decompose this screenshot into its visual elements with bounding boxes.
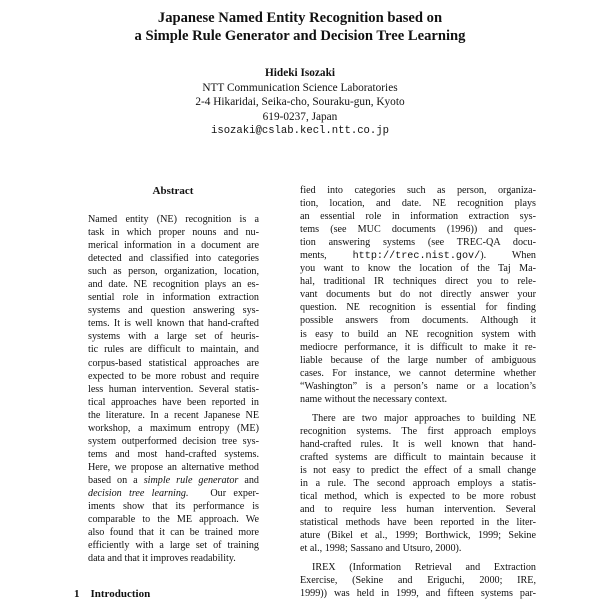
body-line: vant documents but do not directly answer your xyxy=(300,289,536,301)
abstract-line: system outperformed decision tree sys- xyxy=(88,435,259,447)
abstract-line: workshop, a maximum entropy (ME) xyxy=(88,422,259,434)
abstract-line: data and that it improves readability. xyxy=(88,553,236,565)
section-number: 1 xyxy=(74,588,80,600)
abstract-text-run: Our exper- xyxy=(210,487,259,499)
body-line: hal, traditional IR techniques direct you to rele- xyxy=(300,276,536,288)
body-line: fied into categories such as person, organiza- xyxy=(300,185,536,196)
abstract-emphasis: decision tree learning. xyxy=(88,487,189,499)
abstract-line: tems and most hand-crafted systems. xyxy=(88,448,259,460)
abstract-line: comparable to the ME approach. We xyxy=(88,514,259,526)
body-line: recognition systems. The first approach employs xyxy=(300,425,536,437)
body-line: hand-crafted rules. It is well known that hand- xyxy=(300,438,536,450)
body-line: ature (Bikel et al., 1999; Borthwick, 1999; Sekine xyxy=(300,530,536,542)
author-name: Hideki Isozaki xyxy=(265,67,335,79)
body-line-with-url xyxy=(300,249,536,262)
body-line: you want to know the location of the Taj Ma- xyxy=(300,263,536,275)
trec-url-link[interactable]: http://trec.nist.gov/ xyxy=(352,251,481,263)
author-email[interactable]: isozaki@cslab.kecl.ntt.co.jp xyxy=(210,125,389,138)
body-text-run: ments, xyxy=(300,250,327,262)
body-line: tion answering systems (see TREC-QA docu- xyxy=(300,237,536,249)
affiliation: NTT Communication Science Laboratories xyxy=(202,81,398,94)
body-text-run: ). When xyxy=(480,250,536,262)
body-line: question. NE recognition is essential for finding xyxy=(300,302,536,314)
abstract-line: sential role in information extraction xyxy=(88,292,259,304)
title-line-1: Japanese Named Entity Recognition based on xyxy=(157,10,443,26)
abstract-line: systems and question answering sys- xyxy=(88,305,259,317)
abstract-line: tic rules are difficult to maintain, and xyxy=(88,344,259,356)
abstract-line-mixed xyxy=(88,474,259,487)
abstract-line: systems with a large set of heuris- xyxy=(88,331,259,343)
body-line: 1999)) was held in 1999, and fifteen systems par- xyxy=(300,588,536,600)
abstract-text xyxy=(88,213,259,565)
body-line: tion, location, and date. NE recognition plays xyxy=(300,198,536,210)
abstract-line: such as person, organization, location, xyxy=(88,266,259,278)
body-line: statistical methods have been reported in the liter- xyxy=(300,517,536,529)
intro-body-text xyxy=(300,184,536,600)
abstract-line: tems. It is well known that hand-crafted xyxy=(88,318,259,330)
body-line: cases. For instance, we cannot determine whether xyxy=(300,367,536,379)
abstract-text-run: based on a xyxy=(88,474,138,486)
body-line: tems (see MUC documents (1996)) and ques- xyxy=(300,224,536,236)
author-block xyxy=(0,66,600,139)
body-line: Exercise, (Sekine and Eriguchi, 2000; IRE, xyxy=(300,575,536,587)
abstract-line: merical information in a document are xyxy=(88,240,259,252)
body-line: liable because of the large number of ambiguous xyxy=(300,354,536,366)
body-line: is not easy to predict the effect of a small change xyxy=(300,464,536,476)
body-line: crafted systems are difficult to maintain because it xyxy=(300,451,536,463)
abstract-line: tical approaches have been reported in xyxy=(88,396,259,408)
body-line: There are two major approaches to building NE xyxy=(312,412,536,424)
address-line-1: 2-4 Hikaridai, Seika-cho, Souraku-gun, Kyoto xyxy=(195,96,405,109)
abstract-heading: Abstract xyxy=(152,185,194,197)
abstract-line: Here, we propose an alternative method xyxy=(88,461,259,473)
body-line: tical method, which is expected to be more robust xyxy=(300,491,536,503)
abstract-line: Named entity (NE) recognition is a xyxy=(88,214,259,225)
abstract-line: detected and classified into categories xyxy=(88,253,259,265)
address-line-2: 619-0237, Japan xyxy=(262,110,338,123)
body-line: is easy to build an NE recognition system with xyxy=(300,328,536,340)
title-line-2: a Simple Rule Generator and Decision Tree Learning xyxy=(134,28,466,44)
body-line: and to require less human intervention. Several xyxy=(300,504,536,516)
paper-title xyxy=(0,9,600,45)
section-heading-introduction xyxy=(74,588,150,600)
abstract-text-run: and xyxy=(244,474,259,486)
section-title: Introduction xyxy=(90,588,151,600)
abstract-line: task in which proper nouns and nu- xyxy=(88,227,259,239)
abstract-emphasis: simple rule generator xyxy=(143,474,239,486)
abstract-line: and date. NE recognition plays an es- xyxy=(88,279,259,291)
abstract-line: corpus-based statistical approaches are xyxy=(88,357,259,369)
body-line: et al., 1998; Sassano and Utsuro, 2000). xyxy=(300,543,462,555)
body-line: possible answers from documents. Although it xyxy=(300,315,536,327)
abstract-line: efficiently with a large set of training xyxy=(88,540,259,552)
abstract-line: also found that it can be trained more xyxy=(88,527,259,539)
body-line: “Washington” is a person’s name or a location’s xyxy=(300,380,536,392)
body-line: IREX (Information Retrieval and Extraction xyxy=(312,562,536,574)
abstract-line: expected to be more robust and require xyxy=(88,370,259,382)
abstract-line: iments show that its performance is xyxy=(88,501,259,513)
body-line: name without the necessary context. xyxy=(300,393,448,405)
abstract-line: less human intervention. Several statis- xyxy=(88,383,259,395)
body-line: an essential role in information extraction sys- xyxy=(300,211,536,223)
body-line: in a rule. The second approach employs a statis- xyxy=(300,478,536,490)
abstract-line-mixed xyxy=(88,487,259,500)
body-line: mediocre performance, it is difficult to make it re- xyxy=(300,341,536,353)
abstract-line: the literature. In a recent Japanese NE xyxy=(88,409,259,421)
